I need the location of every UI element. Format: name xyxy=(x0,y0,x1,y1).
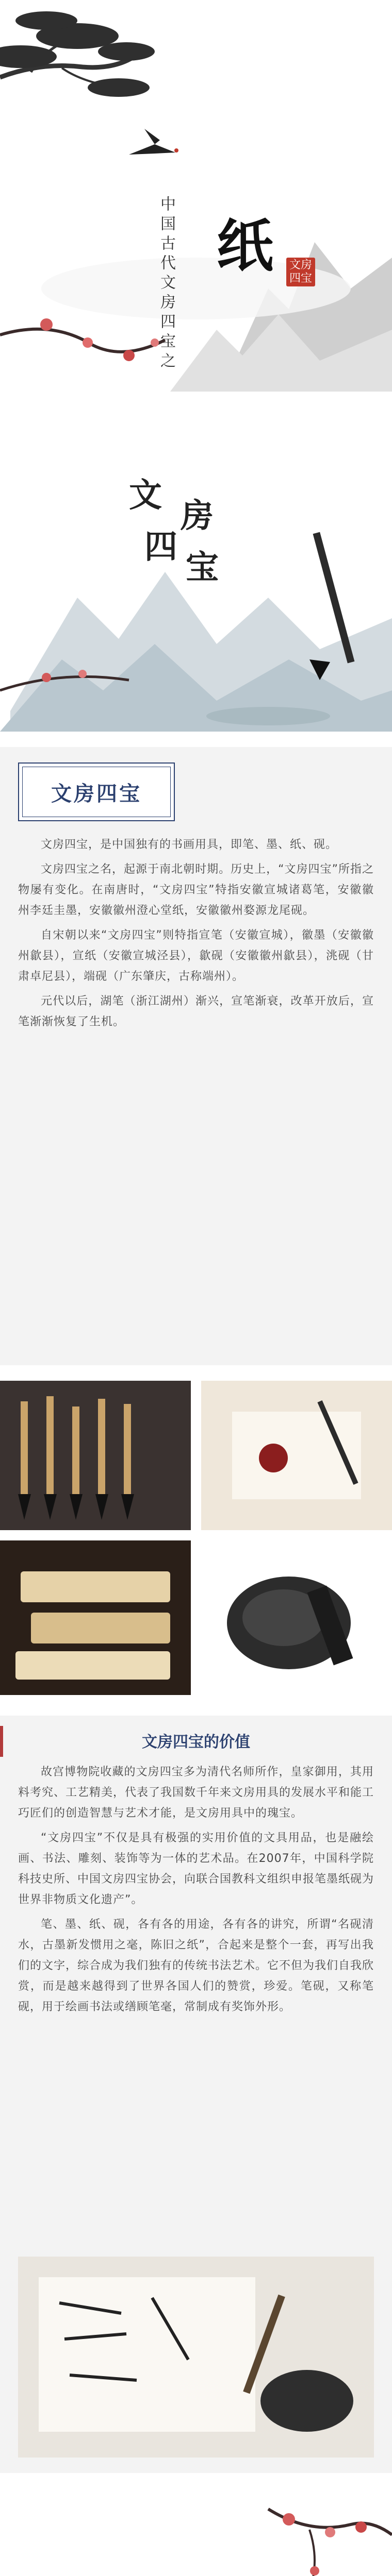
banner-title-char-3: 四 xyxy=(144,528,177,566)
intro-paragraph-1: 文房四宝，是中国独有的书画用具，即笔、墨、纸、砚。 xyxy=(41,838,338,851)
hero-big-character: 纸 xyxy=(217,213,273,279)
intro-text-block xyxy=(18,835,374,1037)
value-paragraph-3: 笔、墨、纸、砚，各有各的用途，各有各的讲究，所谓“名砚清水，古墨新发惯用之毫，陈旧之纸”，合起来是整个一套，再写出我们的文字，综合成为我们独有的传统书法艺术。它不但为我们自我欣赏，而是越来越得到了世界各国人们的赞赏，珍爱。笔砚，又称笔砚，用于绘画书法或缮顾笔毫，常制成有奖饰外形。 xyxy=(18,1918,374,2013)
banner-title-char-1: 文 xyxy=(129,476,162,515)
section-header-box xyxy=(18,762,175,821)
scrolls-photo xyxy=(0,1540,191,1695)
photo-writing xyxy=(201,1381,392,1530)
photo-brushes xyxy=(0,1381,191,1530)
intro-paragraph-4: 元代以后，湖笔（浙江湖州）渐兴，宣笔渐衰，改革开放后，宣笔渐渐恢复了生机。 xyxy=(18,995,374,1028)
banner-title-char-2: 房 xyxy=(181,497,214,535)
photo-inkstone xyxy=(201,1540,392,1695)
banner-image xyxy=(0,402,392,732)
section-value xyxy=(0,1716,392,2473)
inkstone-photo xyxy=(201,1540,392,1695)
value-section-title: 文房四宝的价值 xyxy=(142,1733,250,1751)
calligraphy-set-photo xyxy=(18,2257,374,2458)
hero-vertical-title: 中国古代文房四宝之 xyxy=(157,196,175,372)
plum-branch-divider xyxy=(0,2488,392,2576)
ink-landscape-illustration xyxy=(0,0,392,392)
value-text-block xyxy=(18,1762,374,2022)
intro-paragraph-3: 自宋朝以来“文房四宝”则特指宣笔（安徽宣城），徽墨（安徽徽州歙县），宣纸（安徽宣城泾县），歙砚（安徽徽州歙县），洮砚（甘肃卓尼县），端砚（广东肇庆，古称端州）。 xyxy=(18,929,374,983)
hero-seal-stamp: 文房四宝 xyxy=(286,258,315,286)
intro-paragraph-2: 文房四宝之名，起源于南北朝时期。历史上，“文房四宝”所指之物屡有变化。在南唐时，“文房四宝”特指安徽宣城诸葛笔，安徽徽州李廷圭墨，安徽徽州澄心堂纸，安徽徽州婺源龙尾砚。 xyxy=(18,863,374,917)
photo-calligraphy-set xyxy=(18,2257,374,2458)
plum-branch-illustration xyxy=(0,2488,392,2576)
banner-title-char-4: 宝 xyxy=(186,548,219,587)
writing-photo xyxy=(201,1381,392,1530)
value-paragraph-2: “文房四宝”不仅是具有极强的实用价值的文具用品，也是融绘画、书法、雕刻、装饰等为一体的艺术品。在2007年，中国科学院科技史所、中国文房四宝协会，向联合国教科文组织申报笔墨纸砚为世界非物质文化遗产”。 xyxy=(18,1832,374,1906)
brushes-photo xyxy=(0,1381,191,1530)
section-intro xyxy=(0,747,392,1365)
value-paragraph-1: 故宫博物院收藏的文房四宝多为清代名师所作，皇家御用，其用料考究、工艺精美，代表了我国数千年来文房用具的发展水平和能工巧匠们的创造智慧与艺术才能，是文房用具中的瑰宝。 xyxy=(18,1766,374,1820)
hero-illustration xyxy=(0,0,392,392)
photo-scrolls xyxy=(0,1540,191,1695)
section-header-title: 文房四宝 xyxy=(51,782,142,806)
